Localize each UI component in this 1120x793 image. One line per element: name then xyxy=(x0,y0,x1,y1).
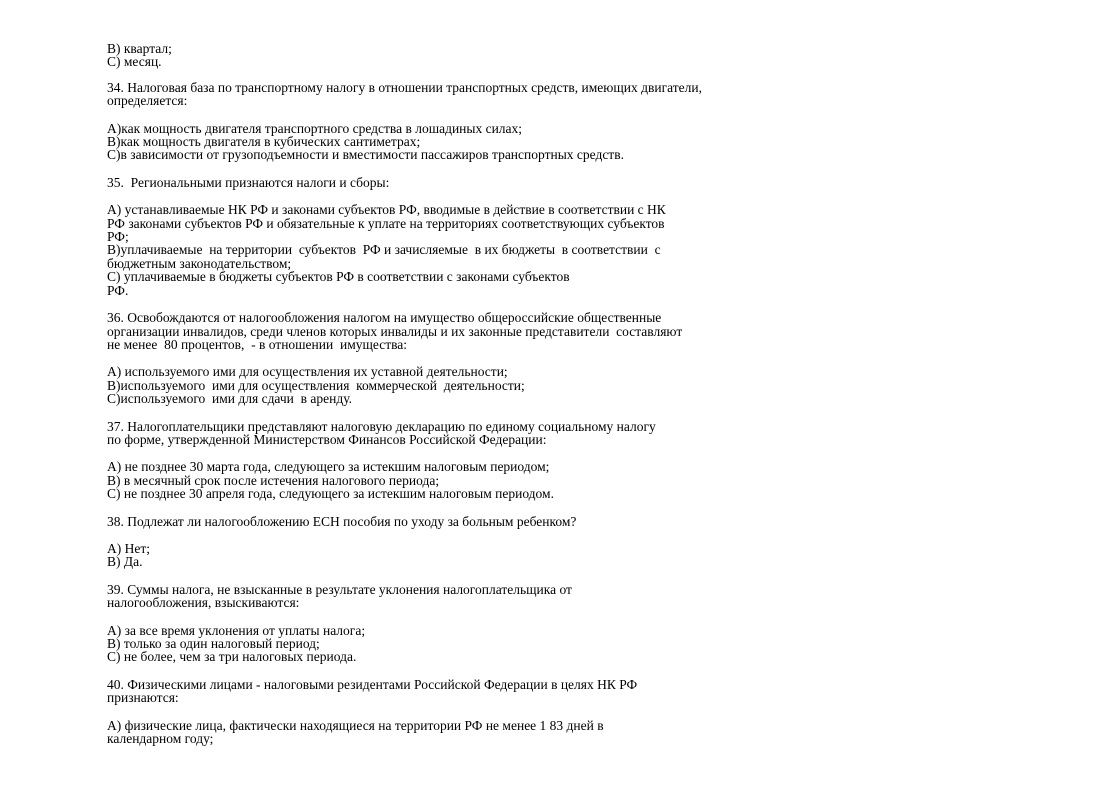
answer-a: РФ; xyxy=(107,229,129,245)
answer-a: А) за все время уклонения от уплаты налога; xyxy=(107,622,366,638)
answer-b: В) квартал; xyxy=(107,41,172,56)
answer-a: А)как мощность двигателя транспортного средства в лошадиных силах; xyxy=(107,120,523,136)
answer-b: В)как мощность двигателя в кубических сантиметрах; xyxy=(107,134,421,150)
question-text: 38. Подлежат ли налогообложению ЕСН пособия по уходу за больным ребенком? xyxy=(107,513,577,529)
answer-a: А) физические лица, фактически находящиеся на территории РФ не менее 1 83 дней в xyxy=(107,717,604,733)
answer-c: С)используемого ими для сдачи в аренду. xyxy=(107,391,352,407)
question-text: признаются: xyxy=(107,690,179,706)
question-text: 37. Налогоплательщики представляют налоговую декларацию по единому социальному налогу xyxy=(107,418,656,434)
answer-c: РФ. xyxy=(107,282,129,298)
question-text: не менее 80 процентов, - в отношении имущества: xyxy=(107,336,408,352)
question-38-answers xyxy=(107,542,767,569)
answer-a: А) Нет; xyxy=(107,540,151,556)
answer-c: С) уплачиваемые в бюджеты субъектов РФ в соответствии с законами субъектов xyxy=(107,269,570,285)
question-text: 40. Физическими лицами - налоговыми резидентами Российской Федерации в целях НК РФ xyxy=(107,676,638,692)
question-34 xyxy=(107,81,767,108)
q33-answers-tail xyxy=(107,42,767,69)
answer-b: В) в месячный срок после истечения налогового периода; xyxy=(107,472,440,488)
question-40-answers xyxy=(107,719,767,746)
question-39 xyxy=(107,583,767,610)
question-text: организации инвалидов, среди членов которых инвалиды и их законные представители составляют xyxy=(107,323,683,339)
question-text: по форме, утвержденной Министерством Финансов Российской Федерации: xyxy=(107,431,547,447)
answer-c: С) не позднее 30 апреля года, следующего за истекшим налоговым периодом. xyxy=(107,486,554,502)
answer-c: С) месяц. xyxy=(107,54,162,70)
answer-b: В)уплачиваемые на территории субъектов РФ и зачисляемые в их бюджеты в соответствии с xyxy=(107,242,661,258)
question-35 xyxy=(107,176,767,189)
question-36 xyxy=(107,311,767,351)
answer-c: С)в зависимости от грузоподъемности и вместимости пассажиров транспортных средств. xyxy=(107,147,624,163)
answer-a: А) используемого ими для осуществления их уставной деятельности; xyxy=(107,364,508,380)
question-37-answers xyxy=(107,460,767,500)
question-text: 39. Суммы налога, не взысканные в результате уклонения налогоплательщика от xyxy=(107,581,572,597)
question-34-answers xyxy=(107,122,767,162)
question-text: 36. Освобождаются от налогообложения налогом на имущество общероссийские общественные xyxy=(107,310,662,326)
answer-a: РФ законами субъектов РФ и обязательные к уплате на территориях соответствующих субъектов xyxy=(107,215,665,231)
answer-a: А) устанавливаемые НК РФ и законами субъектов РФ, вводимые в действие в соответствии с НК xyxy=(107,202,666,218)
question-40 xyxy=(107,678,767,705)
answer-a: А) не позднее 30 марта года, следующего за истекшим налоговым периодом; xyxy=(107,459,550,475)
question-39-answers xyxy=(107,624,767,664)
question-38 xyxy=(107,515,767,528)
question-37 xyxy=(107,420,767,447)
question-text: 34. Налоговая база по транспортному налогу в отношении транспортных средств, имеющих двигатели, xyxy=(107,79,702,95)
answer-b: бюджетным законодательством; xyxy=(107,255,292,271)
question-text: налогообложения, взыскиваются: xyxy=(107,595,300,611)
question-36-answers xyxy=(107,365,767,405)
question-text: определяется: xyxy=(107,93,188,109)
question-text: 35. Региональными признаются налоги и сборы: xyxy=(107,174,390,190)
question-35-answers xyxy=(107,203,767,297)
document-page xyxy=(107,42,767,759)
answer-a: календарном году; xyxy=(107,731,214,747)
answer-b: В)используемого ими для осуществления коммерческой деятельности; xyxy=(107,377,525,393)
answer-c: С) не более, чем за три налоговых периода. xyxy=(107,649,357,665)
answer-b: В) только за один налоговый период; xyxy=(107,636,320,651)
answer-b: В) Да. xyxy=(107,554,143,570)
